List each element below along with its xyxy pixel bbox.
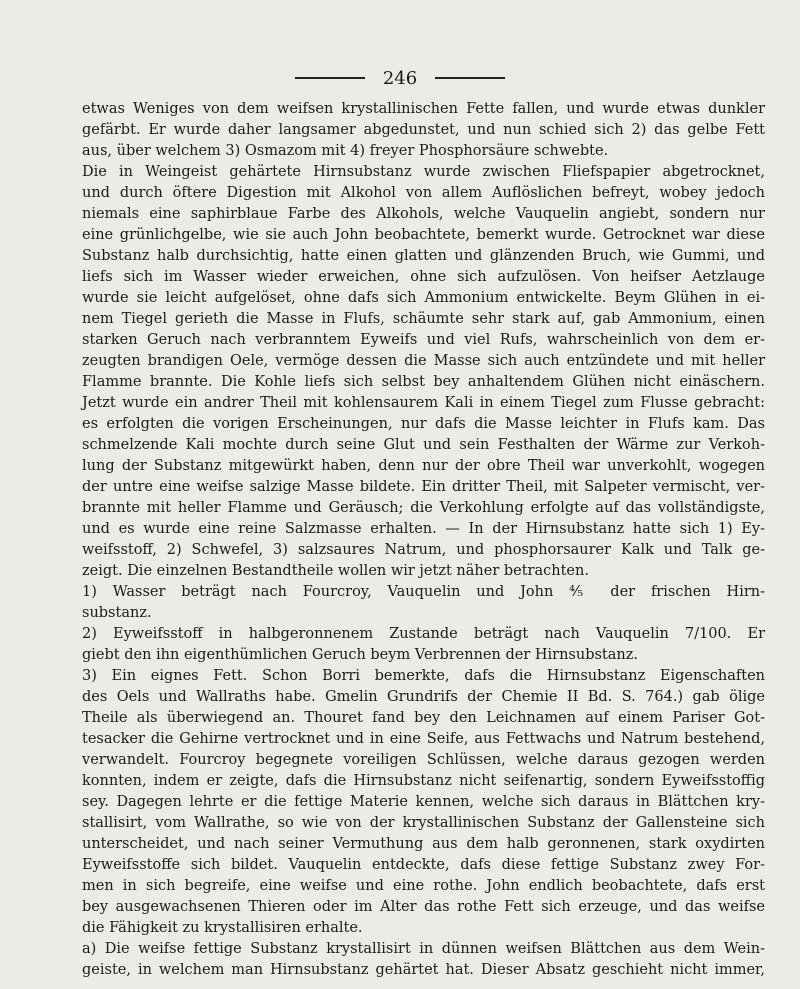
- page-header: [0, 66, 800, 90]
- text-line: aus, über welchem 3) Osmazom mit 4) freyer Phosphorsäure schwebte.: [82, 143, 609, 159]
- text-line: unterscheidet, und nach seiner Vermuthung aus dem halb geronnenen, stark oxydirten: [82, 836, 765, 852]
- text-line: weifsstoff, 2) Schwefel, 3) salzsaures Natrum, und phosphorsaurer Kalk und Talk ge-: [82, 542, 765, 558]
- text-line: Theile als überwiegend an. Thouret fand bey den Leichnamen auf einem Pariser Got-: [82, 710, 765, 726]
- text-line: 1) Wasser beträgt nach Fourcroy, Vauquelin und John ⅘ der frischen Hirn-: [82, 584, 765, 600]
- header-rule-left: [295, 77, 365, 79]
- text-line: der untre eine weifse salzige Masse bildete. Ein dritter Theil, mit Salpeter vermischt, ver-: [82, 479, 765, 495]
- text-line: eine grünlichgelbe, wie sie auch John beobachtete, bemerkt wurde. Getrocknet war diese: [82, 227, 765, 243]
- text-line: die Fähigkeit zu krystallisiren erhalte.: [82, 920, 363, 936]
- text-line: starken Geruch nach verbranntem Eyweifs und viel Rufs, wahrscheinlich von dem er-: [82, 332, 765, 348]
- text-line: zeigt. Die einzelnen Bestandtheile wollen wir jetzt näher betrachten.: [82, 563, 589, 579]
- text-line: Jetzt wurde ein andrer Theil mit kohlensaurem Kali in einem Tiegel zum Flusse gebracht:: [82, 395, 765, 411]
- text-line: verwandelt. Fourcroy begegnete voreiligen Schlüssen, welche daraus gezogen werden: [82, 752, 765, 768]
- text-line: zeugten brandigen Oele, vermöge dessen die Masse sich auch entzündete und mit heller: [82, 353, 765, 369]
- text-line: gefärbt. Er wurde daher langsamer abgedunstet, und nun schied sich 2) das gelbe Fett: [82, 122, 765, 138]
- text-line: substanz.: [82, 605, 152, 621]
- text-line: des Oels und Wallraths habe. Gmelin Grundrifs der Chemie II Bd. S. 764.) gab ölige: [82, 689, 765, 705]
- text-line: wurde sie leicht aufgelöset, ohne dafs sich Ammonium entwickelte. Beym Glühen in ei-: [82, 290, 765, 306]
- text-line: Substanz halb durchsichtig, hatte einen glatten und glänzenden Bruch, wie Gummi, und: [82, 248, 765, 264]
- header-rule-right: [435, 77, 505, 79]
- text-line: schmelzende Kali mochte durch seine Glut und sein Festhalten der Wärme zur Verkoh-: [82, 437, 765, 453]
- text-line: und durch öftere Digestion mit Alkohol von allem Auflöslichen befreyt, wobey jedoch: [82, 185, 765, 201]
- text-line: Flamme brannte. Die Kohle liefs sich selbst bey anhaltendem Glühen nicht einäschern.: [82, 374, 765, 390]
- text-line: tesacker die Gehirne vertrocknet und in eine Seife, aus Fettwachs und Natrum bestehend,: [82, 731, 765, 747]
- text-line: konnten, indem er zeigte, dafs die Hirnsubstanz nicht seifenartig, sondern Eyweifsstoffig: [82, 773, 765, 789]
- page-number: 246: [382, 67, 418, 89]
- text-line: Eyweifsstoffe sich bildet. Vauquelin entdeckte, dafs diese fettige Substanz zwey For-: [82, 857, 765, 873]
- text-line: 3) Ein eignes Fett. Schon Borri bemerkte, dafs die Hirnsubstanz Eigenschaften: [82, 668, 765, 684]
- text-line: etwas Weniges von dem weifsen krystallinischen Fette fallen, und wurde etwas dunkler: [82, 101, 765, 117]
- text-line: lung der Substanz mitgewürkt haben, denn nur der obre Theil war unverkohlt, wogegen: [82, 458, 765, 474]
- text-line: nem Tiegel gerieth die Masse in Flufs, schäumte sehr stark auf, gab Ammonium, einen: [82, 311, 765, 327]
- text-line: bey ausgewachsenen Thieren oder im Alter das rothe Fett sich erzeuge, und das weifse: [82, 899, 765, 915]
- text-line: und es wurde eine reine Salzmasse erhalten. — In der Hirnsubstanz hatte sich 1) Ey-: [82, 521, 765, 537]
- text-line: Die in Weingeist gehärtete Hirnsubstanz wurde zwischen Fliefspapier abgetrocknet,: [82, 164, 765, 180]
- text-line: giebt den ihn eigenthümlichen Geruch beym Verbrennen der Hirnsubstanz.: [82, 647, 638, 663]
- text-line: 2) Eyweifsstoff in halbgeronnenem Zustande beträgt nach Vauquelin 7/100. Er: [82, 626, 765, 642]
- text-line: a) Die weifse fettige Substanz krystallisirt in dünnen weifsen Blättchen aus dem Wein-: [82, 941, 765, 957]
- text-line: stallisirt, vom Wallrathe, so wie von der krystallinischen Substanz der Gallensteine sich: [82, 815, 765, 831]
- text-line: es erfolgten die vorigen Erscheinungen, nur dafs die Masse leichter in Flufs kam. Das: [82, 416, 765, 432]
- text-line: niemals eine saphirblaue Farbe des Alkohols, welche Vauquelin angiebt, sondern nur: [82, 206, 765, 222]
- text-line: liefs sich im Wasser wieder erweichen, ohne sich aufzulösen. Von heifser Aetzlauge: [82, 269, 765, 285]
- text-line: sey. Dagegen lehrte er die fettige Materie kennen, welche sich daraus in Blättchen kry-: [82, 794, 765, 810]
- page-body-text: [82, 99, 765, 981]
- text-line: geiste, in welchem man Hirnsubstanz gehärtet hat. Dieser Absatz geschieht nicht immer,: [82, 962, 765, 978]
- text-line: brannte mit heller Flamme und Geräusch; die Verkohlung erfolgte auf das vollständigste,: [82, 500, 765, 516]
- text-line: men in sich begreife, eine weifse und eine rothe. John endlich beobachtete, dafs erst: [82, 878, 765, 894]
